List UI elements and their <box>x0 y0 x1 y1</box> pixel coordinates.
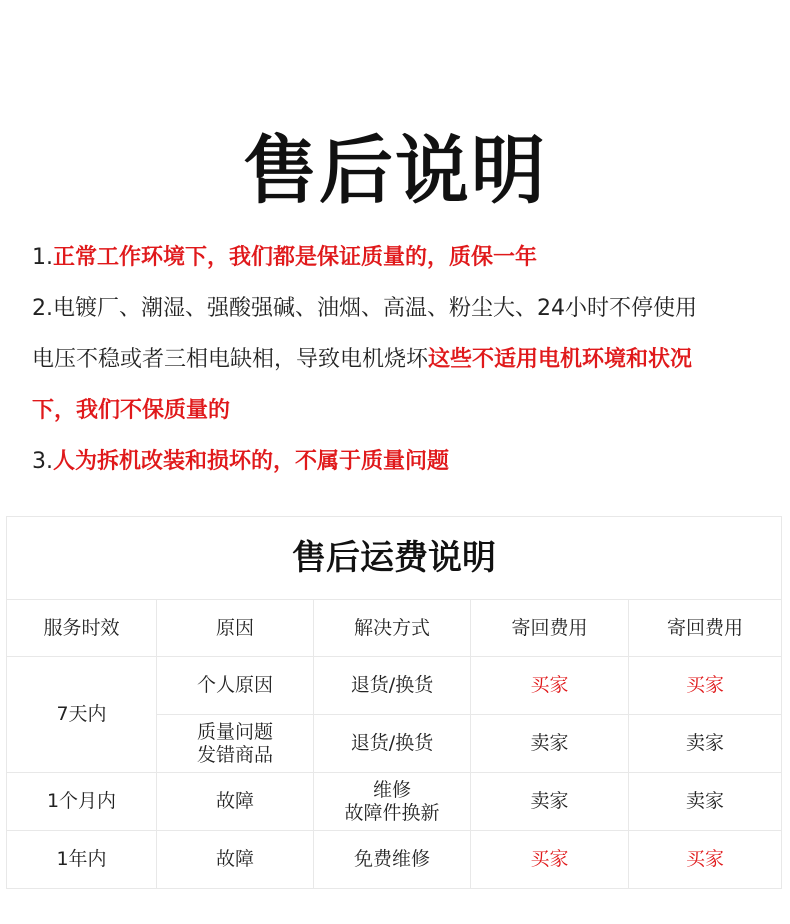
note-3-prefix: 3. <box>32 449 53 474</box>
table-row-4-fee-1: 买家 <box>471 831 629 888</box>
table-row-3-period: 1个月内 <box>7 773 157 831</box>
note-2 <box>32 283 772 334</box>
note-1 <box>32 232 772 283</box>
reason-quality-issue: 质量问题 <box>196 720 273 743</box>
table-row-4-solution: 免费维修 <box>314 831 471 888</box>
table-row-3-fee-2: 卖家 <box>629 773 781 831</box>
note-2-end-text: 下，我们不保质量的 <box>32 398 231 423</box>
note-2-text: 2.电镀厂、潮湿、强酸强碱、油烟、高温、粉尘大、24小时不停使用 <box>32 296 697 321</box>
reason-wrong-item: 发错商品 <box>196 743 273 766</box>
table-row-2-fee-1: 卖家 <box>471 715 629 773</box>
after-sales-notes <box>32 232 772 487</box>
table-row-2-reason <box>157 715 314 773</box>
table-row-1-solution: 退货/换货 <box>314 657 471 715</box>
table-row-4-reason: 故障 <box>157 831 314 888</box>
shipping-fee-table <box>6 516 782 889</box>
table-row-4-fee-2: 买家 <box>685 848 724 870</box>
table-row-4-period: 1年内 <box>7 831 157 888</box>
header-period: 服务时效 <box>7 600 157 657</box>
table-row-3-solution <box>314 773 471 831</box>
note-2-red-text: 这些不适用电机环境和状况 <box>428 347 693 372</box>
note-2-cont-text: 电压不稳或者三相电缺相，导致电机烧坏 <box>32 347 429 372</box>
note-3-text: 人为拆机改装和损坏的， <box>53 449 296 474</box>
table-row-3-fee-1: 卖家 <box>471 773 629 831</box>
page-title: 售后说明 <box>243 128 547 214</box>
solution-replace-part: 故障件换新 <box>344 801 440 824</box>
table-row-1-fee-2: 买家 <box>629 657 781 715</box>
table-row-2-solution: 退货/换货 <box>314 715 471 773</box>
table-title: 售后运费说明 <box>7 517 781 600</box>
header-fee-2: 寄回费用 <box>629 600 781 657</box>
note-3-suffix: 不属于质量问题 <box>295 449 450 474</box>
period-7-days: 7天内 <box>7 657 157 773</box>
table-row-3-reason: 故障 <box>157 773 314 831</box>
table-row-2-fee-2: 卖家 <box>629 715 781 773</box>
note-2-end <box>32 385 772 436</box>
header-solution: 解决方式 <box>314 600 471 657</box>
table-row-1-fee-1: 买家 <box>471 657 629 715</box>
note-1-text: 正常工作环境下，我们都是保证质量的，质保一年 <box>53 245 538 270</box>
table-row-1-reason: 个人原因 <box>157 657 314 715</box>
note-3 <box>32 436 772 487</box>
header-fee-1: 寄回费用 <box>471 600 629 657</box>
note-2-continued <box>32 334 772 385</box>
note-1-prefix: 1. <box>32 245 53 270</box>
header-reason: 原因 <box>157 600 314 657</box>
solution-repair: 维修 <box>372 778 411 801</box>
